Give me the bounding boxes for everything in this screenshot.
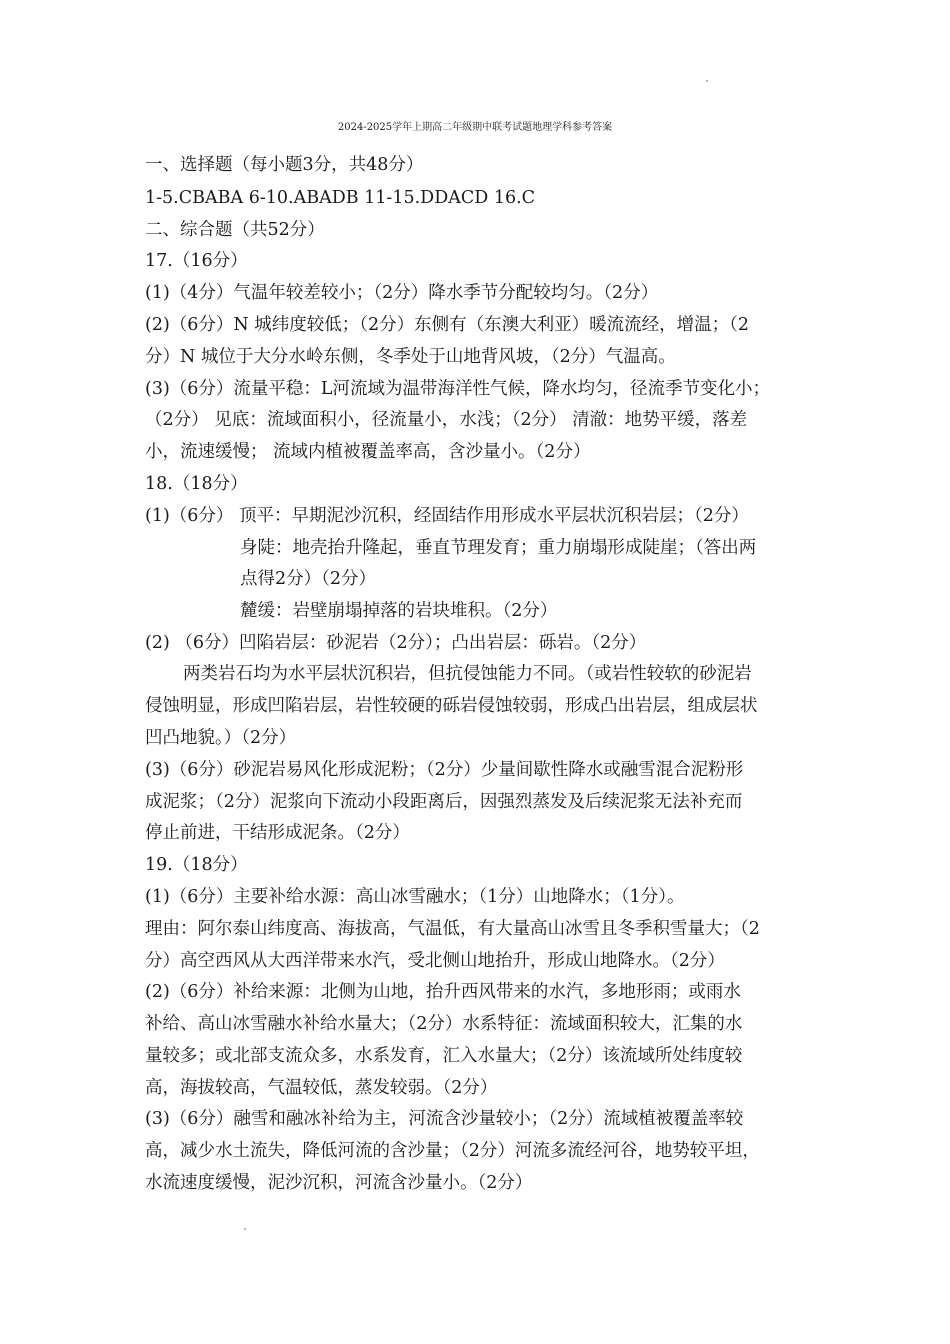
answer-line: 量较多；或北部支流众多，水系发育，汇入水量大；（2分）该流域所处纬度较 <box>145 1046 743 1066</box>
answer-line: 小，流速缓慢； 流域内植被覆盖率高，含沙量小。（2分） <box>145 442 591 462</box>
answer-line: 水流速度缓慢，泥沙沉积，河流含沙量小。（2分） <box>145 1173 533 1193</box>
answer-line: 分）N 城位于大分水岭东侧，冬季处于山地背风坡，（2分）气温高。 <box>145 347 676 367</box>
answer-line: (3)（6分）流量平稳：L河流域为温带海洋性气候，降水均匀，径流季节变化小； <box>145 379 771 399</box>
answer-line: 高，海拔较高，气温较低，蒸发较弱。（2分） <box>145 1078 498 1098</box>
section-heading-comprehensive: 二、综合题（共52分） <box>145 220 325 240</box>
answer-line: (2)（6分）补给来源：北侧为山地，抬升西风带来的水汽，多地形雨；或雨水 <box>145 982 741 1002</box>
answer-line: (1)（6分） 顶平：早期泥沙沉积，经固结作用形成水平层状沉积岩层；（2分） <box>145 506 749 526</box>
question-19-heading: 19.（18分） <box>145 855 248 875</box>
answer-line: 身陡：地壳抬升隆起，垂直节理发育；重力崩塌形成陡崖；（答出两 <box>240 538 757 558</box>
scan-speck <box>244 1228 246 1230</box>
section-heading-choice: 一、选择题（每小题3分，共48分） <box>145 155 424 175</box>
answer-line: (1)（6分）主要补给水源：高山冰雪融水；（1分）山地降水；（1分）。 <box>145 887 685 907</box>
choice-answers: 1-5.CBABA 6-10.ABADB 11-15.DDACD 16.C <box>145 188 536 208</box>
scan-speck <box>706 80 708 82</box>
answer-line: 麓缓：岩壁崩塌掉落的岩块堆积。（2分） <box>240 601 558 621</box>
answer-line: 点得2分）（2分） <box>240 569 377 589</box>
answer-line: (2)（6分）N 城纬度较低；（2分）东侧有（东澳大利亚）暖流流经，增温；（2 <box>145 315 750 335</box>
question-18-heading: 18.（18分） <box>145 474 248 494</box>
answer-line: （2分） 见底：流域面积小，径流量小，水浅；（2分） 清澈：地势平缓，落差 <box>145 410 748 430</box>
answer-line: 分）高空西风从大西洋带来水汽，受北侧山地抬升，形成山地降水。（2分） <box>145 951 725 971</box>
answer-line: 高，减少水土流失，降低河流的含沙量；（2分）河流多流经河谷，地势较平坦， <box>145 1141 760 1161</box>
answer-line: 补给、高山冰雪融水补给水量大；（2分）水系特征：流域面积较大，汇集的水 <box>145 1014 743 1034</box>
answer-line: (3)（6分）融雪和融冰补给为主，河流含沙量较小；（2分）流域植被覆盖率较 <box>145 1109 744 1129</box>
answer-line: (2) （6分）凹陷岩层：砂泥岩（2分）；凸出岩层：砾岩。（2分） <box>145 633 647 653</box>
answer-line: 两类岩石均为水平层状沉积岩，但抗侵蚀能力不同。（或岩性较软的砂泥岩 <box>183 664 752 684</box>
question-17-heading: 17.（16分） <box>145 251 248 271</box>
answer-line: 凹凸地貌。）（2分） <box>145 728 297 748</box>
document-title: 2024-2025学年上期高二年级期中联考试题地理学科参考答案 <box>337 122 613 133</box>
answer-line: (1)（4分）气温年较差较小；（2分）降水季节分配较均匀。（2分） <box>145 283 659 303</box>
answer-line: (3)（6分）砂泥岩易风化形成泥粉；（2分）少量间歇性降水或融雪混合泥粉形 <box>145 760 744 780</box>
answer-line: 理由：阿尔泰山纬度高、海拔高，气温低，有大量高山冰雪且冬季积雪量大；（2 <box>145 919 760 939</box>
answer-line: 成泥浆；（2分）泥浆向下流动小段距离后，因强烈蒸发及后续泥浆无法补充而 <box>145 792 743 812</box>
answer-line: 停止前进，干结形成泥条。（2分） <box>145 823 410 843</box>
answer-line: 侵蚀明显，形成凹陷岩层，岩性较硬的砾岩侵蚀较弱，形成凸出岩层，组成层状 <box>145 696 758 716</box>
